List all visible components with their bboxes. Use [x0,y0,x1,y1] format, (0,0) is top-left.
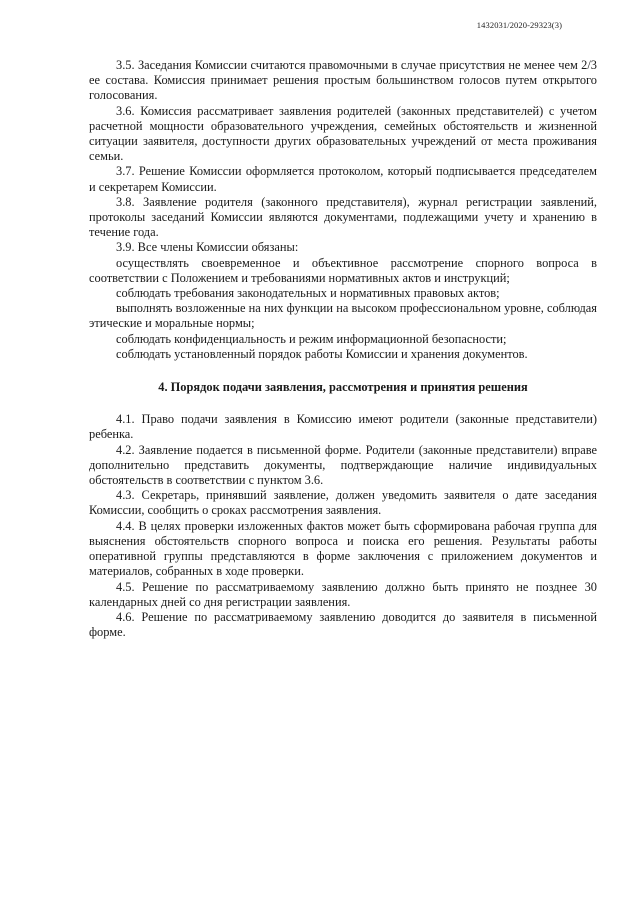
section-4-heading: 4. Порядок подачи заявления, рассмотрения и принятия решения [158,380,528,395]
paragraph-3-9: 3.9. Все члены Комиссии обязаны: [116,240,299,255]
document-body [89,58,597,640]
duty-item: выполнять возложенные на них функции на высоком профессиональном уровне, соблюдая этические и моральные нормы; [89,301,597,331]
document-number: 1432031/2020-29323(3) [476,20,562,30]
duty-item: осуществлять своевременное и объективное рассмотрение спорного вопроса в соответствии с Положением и требованиями нормативных актов и инструкций; [89,255,597,285]
duty-item: соблюдать установленный порядок работы Комиссии и хранения документов. [116,346,528,361]
paragraph-4-3: 4.3. Секретарь, принявший заявление, должен уведомить заявителя о дате заседания Комиссии, сообщить о сроках рассмотрения заявления. [89,488,597,518]
paragraph-3-8: 3.8. Заявление родителя (законного представителя), журнал регистрации заявлений, протоколы заседаний Комиссии являются документами, подлежащими учету и хранению в течение года. [89,194,597,240]
paragraph-3-7: 3.7. Решение Комиссии оформляется протоколом, который подписывается председателем и секретарем Комиссии. [89,164,597,194]
paragraph-3-5: 3.5. Заседания Комиссии считаются правомочными в случае присутствия не менее чем 2/3 ее состава. Комиссия принимает решения простым большинством голосов путем открытого голосования. [89,58,597,103]
paragraph-4-1: 4.1. Право подачи заявления в Комиссию имеют родители (законные представители) ребенка. [89,412,597,442]
paragraph-4-5: 4.5. Решение по рассматриваемому заявлению должно быть принято не позднее 30 календарных дней со дня регистрации заявления. [89,579,597,609]
paragraph-4-2: 4.2. Заявление подается в письменной форме. Родители (законные представители) вправе дополнительно представить документы, подтверждающие наличие индивидуальных обстоятельств в соответствии с пунктом 3.6. [89,442,597,488]
duty-item: соблюдать конфиденциальность и режим информационной безопасности; [116,331,507,346]
duty-item: соблюдать требования законодательных и нормативных правовых актов; [116,286,500,301]
paragraph-3-6: 3.6. Комиссия рассматривает заявления родителей (законных представителей) с учетом расчетной мощности образовательного учреждения, семейных обстоятельств и жизненной ситуации заявителя, доступности других образовательных учреждений от места проживания семьи. [89,103,597,164]
paragraph-4-6: 4.6. Решение по рассматриваемому заявлению доводится до заявителя в письменной форме. [89,609,597,640]
paragraph-4-4: 4.4. В целях проверки изложенных фактов может быть сформирована рабочая группа для выяснения обстоятельств спорного вопроса и поиска его решения. Результаты работы оперативной группы представляются в форме заключения с приложением документов и материалов, собранных в ходе проверки. [89,518,597,579]
